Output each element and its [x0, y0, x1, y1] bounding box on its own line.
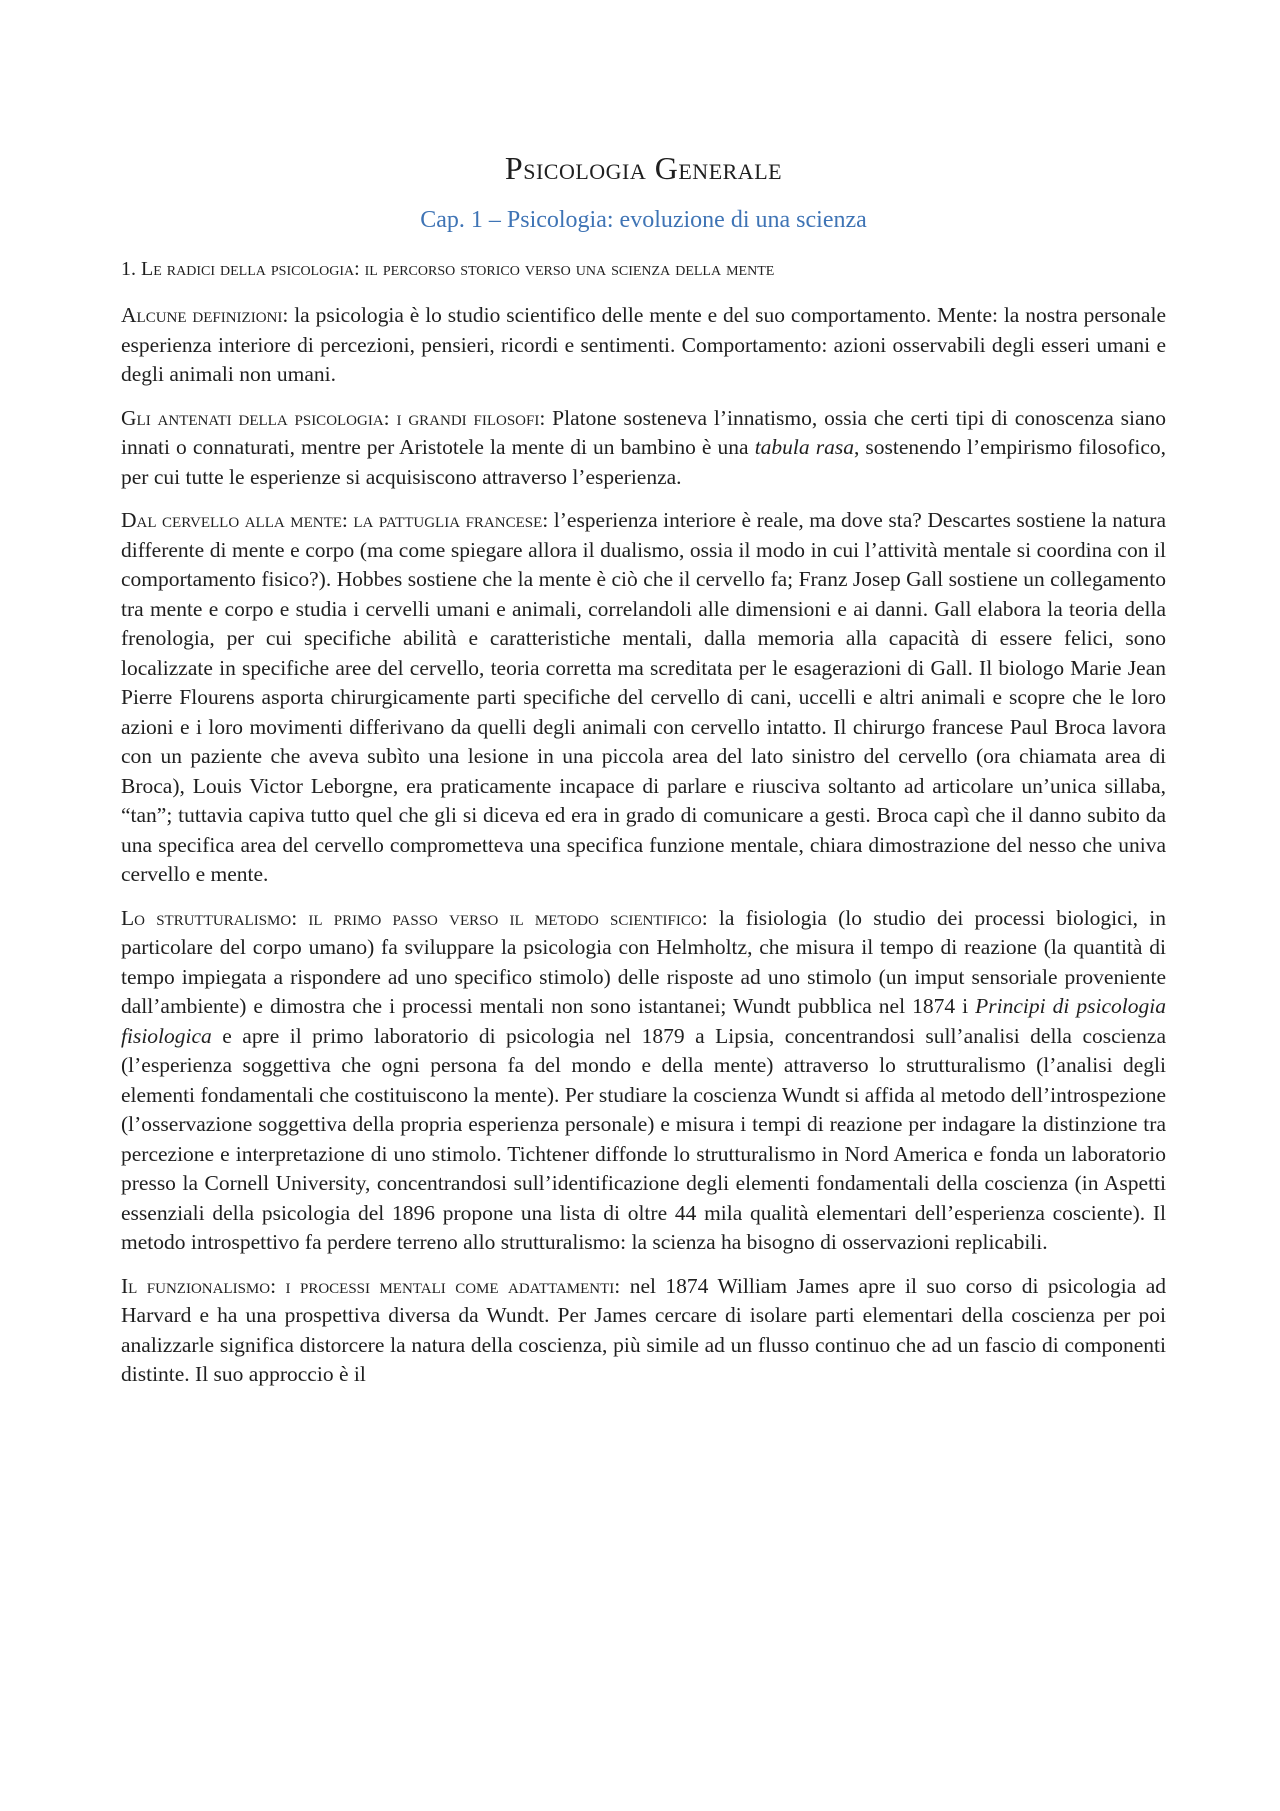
paragraph-text: nel 1874 William James apre il suo corso di psicologia ad Harvard e ha una prospettiva diversa da Wundt. Per James cercare di isolare parti elementari della coscienza per poi analizzarle significa distorcere la natura della coscienza, più simile ad un flusso continuo che ad un fascio di componenti distinte. Il suo approccio è il [121, 1273, 1167, 1386]
paragraph-text: Platone sosteneva l’innatismo, ossia che certi tipi di conoscenza siano innati o connaturati, mentre per Aristotele la mente di un bambino è una [121, 405, 1166, 459]
paragraph-lead: Lo strutturalismo: il primo passo verso il metodo scientifico: [121, 905, 708, 930]
chapter-title: Cap. 1 – Psicologia: evoluzione di una scienza [420, 207, 867, 233]
paragraph-lead: Alcune definizioni: [121, 303, 289, 327]
italic-title: Principi di psicologia fisiologica [121, 994, 1166, 1048]
paragraph-funzionalismo [121, 1272, 1166, 1390]
italic-term: tabula rasa [754, 435, 854, 459]
paragraph-cervello-mente [121, 506, 1166, 890]
paragraph-lead: Dal cervello alla mente: la pattuglia francese: [121, 508, 549, 532]
paragraph-lead: Gli antenati della psicologia: i grandi filosofi: [121, 405, 546, 430]
paragraph-text: e apre il primo laboratorio di psicologia nel 1879 a Lipsia, concentrandosi sull’analisi della coscienza (l’esperienza soggettiva che ogni persona fa del mondo e della mente) attraverso lo strutturalismo (l’analisi degli elementi fondamentali che costituiscono la mente). Per studiare la coscienza Wundt si affida al metodo dell’introspezione (l’osservazione soggettiva della propria esperienza personale) e misura i tempi di reazione per indagare la distinzione tra percezione e interpretazione di uno stimolo. Tichtener diffonde lo strutturalismo in Nord America e fonda un laboratorio presso la Cornell University, concentrandosi sull’identificazione degli elementi fondamentali della coscienza (in Aspetti essenziali della psicologia del 1896 propone una lista di oltre 44 mila qualità elementari dell’esperienza cosciente). Il metodo introspettivo fa perdere terreno allo strutturalismo: la scienza ha bisogno di osservazioni replicabili. [121, 1023, 1166, 1254]
paragraph-text: , sostenendo l’empirismo filosofico, per cui tutte le esperienze si acquisiscono attraverso l’esperienza. [121, 435, 1166, 489]
section-heading: 1. Le radici della psicologia: il percorso storico verso una scienza della mente [121, 258, 775, 280]
paragraph-filosofi [121, 404, 1166, 493]
paragraph-strutturalismo [121, 904, 1166, 1258]
paragraph-text: la psicologia è lo studio scientifico delle mente e del suo comportamento. Mente: la nostra personale esperienza interiore di percezioni, pensieri, ricordi e sentimenti. Comportamento: azioni osservabili degli esseri umani e degli animali non umani. [121, 303, 1166, 386]
paragraph-text: l’esperienza interiore è reale, ma dove sta? Descartes sostiene la natura differente di mente e corpo (ma come spiegare allora il dualismo, ossia il modo in cui l’attività mentale si coordina con il comportamento fisico?). Hobbes sostiene che la mente è ciò che il cervello fa; Franz Josep Gall sostiene un collegamento tra mente e corpo e studia i cervelli umani e animali, correlandoli alle dimensioni e ai danni. Gall elabora la teoria della frenologia, per cui specifiche abilità e caratteristiche mentali, dalla memoria alla capacità di essere felici, sono localizzate in specifiche aree del cervello, teoria corretta ma screditata per le esagerazioni di Gall. Il biologo Marie Jean Pierre Flourens asporta chirurgicamente parti specifiche del cervello di cani, uccelli e altri animali e scopre che le loro azioni e i loro movimenti differivano da quelli degli animali con cervello intatto. Il chirurgo francese Paul Broca lavora con un paziente che aveva subìto una lesione in una piccola area del lato sinistro del cervello (ora chiamata area di Broca), Louis Victor Leborgne, era praticamente incapace di parlare e riusciva soltanto ad articolare un’unica sillaba, “tan”; tuttavia capiva tutto quel che gli si diceva ed era in grado di comunicare a gesti. Broca capì che il danno subito da una specifica area del cervello comprometteva una specifica funzione mentale, chiara dimostrazione del nesso che univa cervello e mente. [121, 508, 1166, 886]
paragraph-definizioni [121, 301, 1166, 390]
paragraph-text: la fisiologia (lo studio dei processi biologici, in particolare del corpo umano) fa sviluppare la psicologia con Helmholtz, che misura il tempo di reazione (la quantità di tempo impiegata a rispondere ad uno specifico stimolo) delle risposte ad uno stimolo (un imput sensoriale proveniente dall’ambiente) e dimostra che i processi mentali non sono istantanei; Wundt pubblica nel 1874 i [121, 905, 1166, 1018]
document-title: Psicologia Generale [504, 150, 783, 186]
paragraph-lead: Il funzionalismo: i processi mentali come adattamenti: [121, 1273, 621, 1298]
